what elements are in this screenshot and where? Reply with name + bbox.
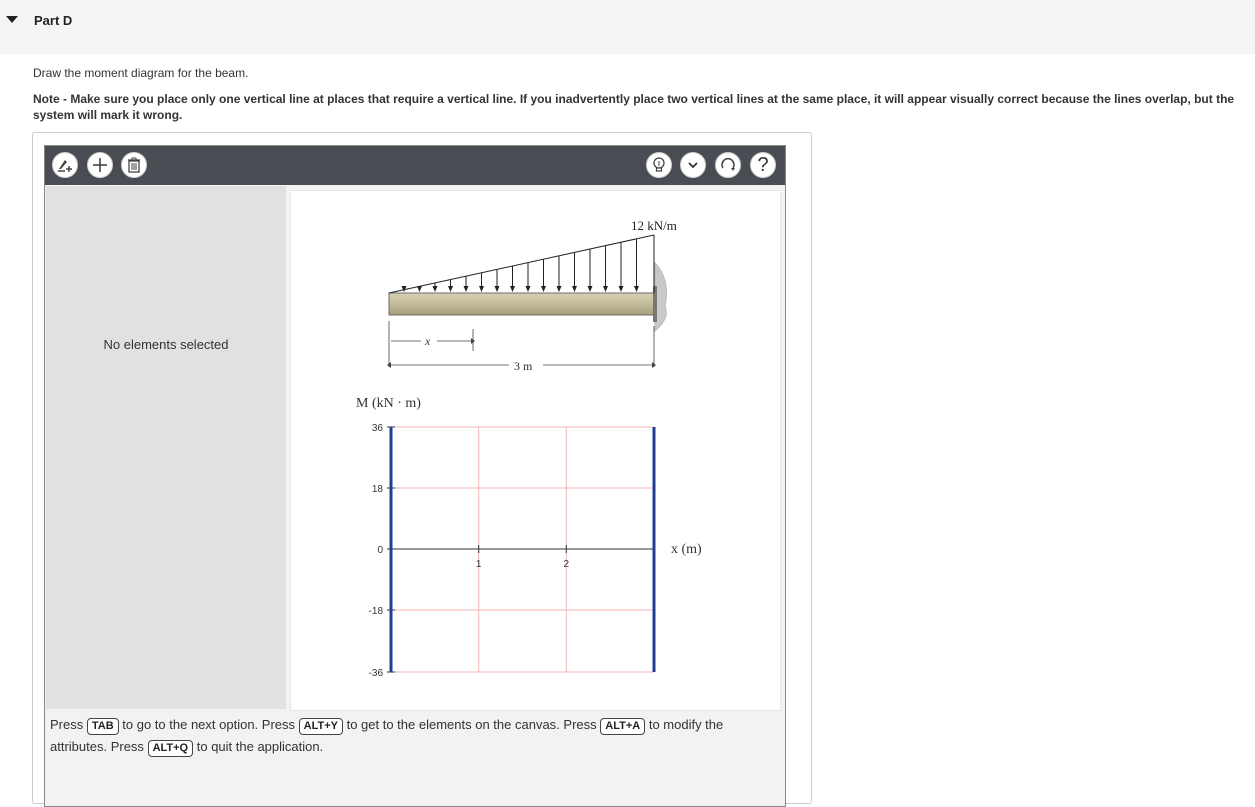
keyboard-help xyxy=(50,714,780,758)
y-tick-label: 18 xyxy=(371,484,383,495)
x-axis-label: x (m) xyxy=(671,542,702,557)
help-text: Press xyxy=(50,717,84,732)
load-label: 12 kN/m xyxy=(631,218,677,233)
y-tick-label: -36 xyxy=(368,668,383,679)
part-header[interactable] xyxy=(0,0,1255,54)
collapse-caret-icon[interactable] xyxy=(6,16,18,23)
load-arrow-head xyxy=(588,286,593,292)
x-dimension-label: x xyxy=(425,334,431,348)
trash-icon[interactable] xyxy=(121,152,147,178)
load-arrow-head xyxy=(603,286,608,292)
alt-y-key: ALT+Y xyxy=(299,718,343,735)
part-title: Part D xyxy=(34,13,73,28)
drawing-tool xyxy=(44,145,786,807)
attributes-panel xyxy=(46,186,286,709)
load-arrow-head xyxy=(619,286,624,292)
help-text: to get to the elements on the canvas. Press xyxy=(346,717,597,732)
length-label: 3 m xyxy=(514,359,533,373)
y-axis-label: M (kN · m) xyxy=(356,396,421,411)
selection-status: No elements selected xyxy=(103,337,229,352)
help-text: to modify the attributes. Press xyxy=(50,717,724,754)
question-prompt: Draw the moment diagram for the beam. xyxy=(33,66,249,80)
load-arrow-head xyxy=(557,286,562,292)
load-arrow-head xyxy=(634,286,639,292)
lightbulb-icon[interactable] xyxy=(646,152,672,178)
load-arrow-head xyxy=(417,286,422,292)
load-arrow-head xyxy=(448,286,453,292)
help-glyph: ? xyxy=(757,154,769,176)
moment-graph[interactable] xyxy=(356,396,702,679)
y-tick-label: -18 xyxy=(368,606,383,617)
y-tick-label: 0 xyxy=(377,545,383,556)
alt-a-key: ALT+A xyxy=(600,718,645,735)
load-arrow-head xyxy=(464,286,469,292)
tab-key: TAB xyxy=(87,718,119,735)
load-arrow-head xyxy=(495,286,500,292)
load-arrow-head xyxy=(572,286,577,292)
help-text: to go to the next option. Press xyxy=(122,717,296,732)
x-tick-label: 1 xyxy=(475,559,482,570)
chevron-down-icon[interactable] xyxy=(680,152,706,178)
reset-icon[interactable] xyxy=(715,152,741,178)
drawing-canvas[interactable] xyxy=(290,190,781,711)
y-tick-label: 36 xyxy=(371,423,383,434)
load-arrow-head xyxy=(510,286,515,292)
x-tick-label: 2 xyxy=(563,559,570,570)
alt-q-key: ALT+Q xyxy=(148,740,194,757)
beam-figure xyxy=(387,218,677,373)
load-arrow-head xyxy=(433,286,438,292)
help-text: to quit the application. xyxy=(196,739,324,754)
toolbar xyxy=(45,146,785,185)
help-icon[interactable] xyxy=(750,152,776,178)
load-arrow-head xyxy=(526,286,531,292)
plus-icon[interactable] xyxy=(87,152,113,178)
add-point-icon[interactable] xyxy=(52,152,78,178)
load-arrow-head xyxy=(541,286,546,292)
load-arrow-head xyxy=(479,286,484,292)
distributed-load-arrows xyxy=(402,239,640,292)
question-note: Note - Make sure you place only one vertical line at places that require a vertical line. If you inadvertently place two vertical lines at the same place, it will appear visually correct because the lines overlap, but the system will mark it wrong. xyxy=(33,92,1235,122)
